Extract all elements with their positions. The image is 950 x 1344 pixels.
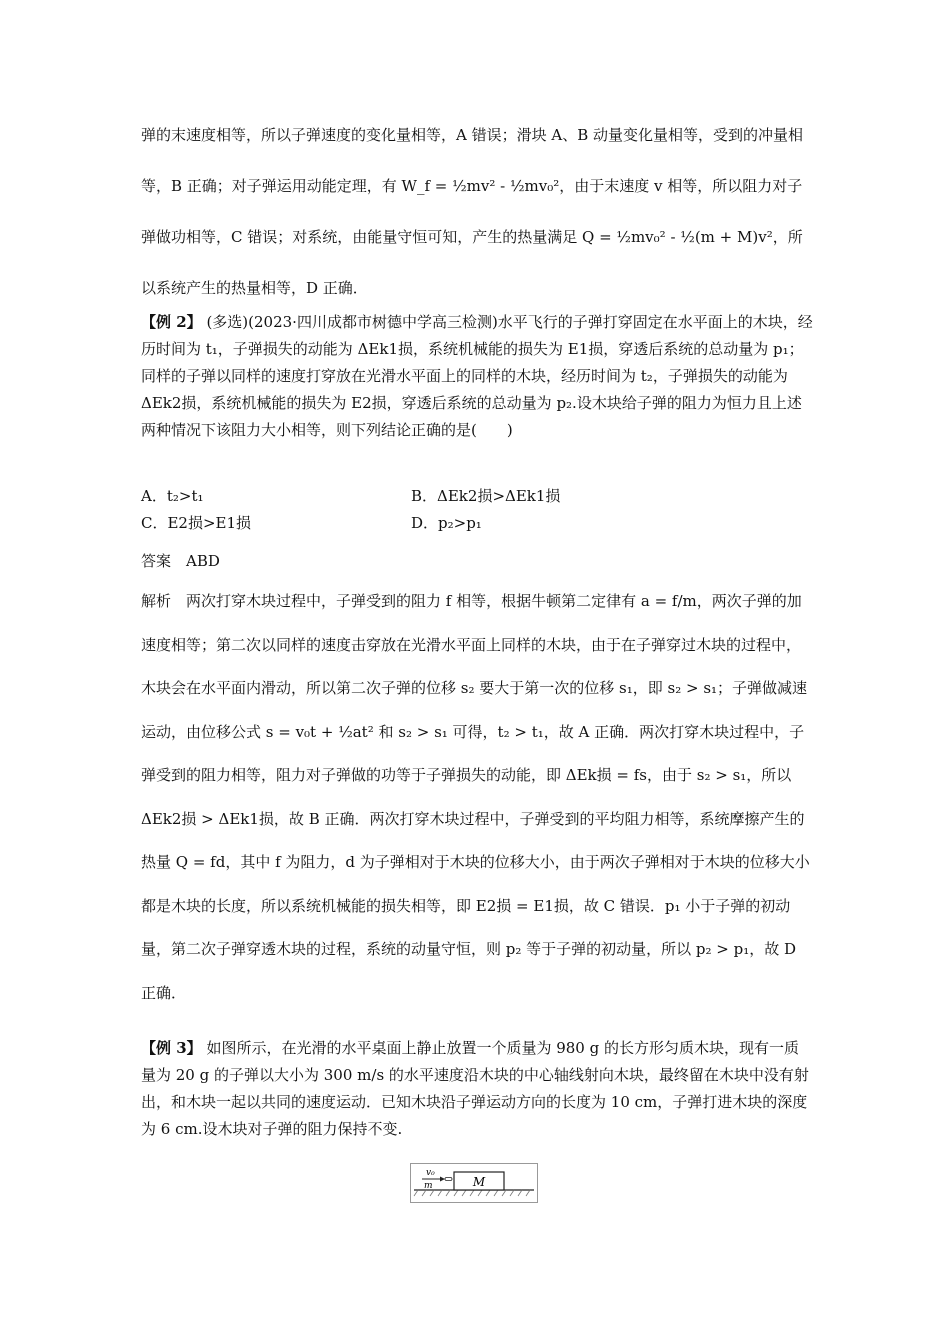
example-2-options bbox=[141, 483, 813, 537]
block-label: M bbox=[472, 1175, 486, 1189]
solution-continuation: 弹的末速度相等，所以子弹速度的变化量相等，A 错误；滑块 A、B 动量变化量相等，受到的冲量相等，B 正确；对子弹运用动能定理，有 W_f = ½mv² - ½mv₀²，由于末速度 v 相等，所以阻力对子弹做功相等，C 错误；对系统，由能量守恒可知，产生的热量满足 Q = ½mv₀² - ½(m + M)v²，所以系统产生的热量相等，D 正确． bbox=[141, 126, 803, 297]
bullet-mass-label: m bbox=[424, 1181, 433, 1191]
option-b: B．ΔEk2损>ΔEk1损 bbox=[411, 487, 561, 505]
example-3-text: 如图所示，在光滑的水平桌面上静止放置一个质量为 980 g 的长方形匀质木块，现有一质量为 20 g 的子弹以大小为 300 m/s 的水平速度沿木块的中心轴线射向木块，最终留在木块中没有射出，和木块一起以共同的速度运动．已知木块沿子弹运动方向的长度为 10 cm，子弹打进木块的深度为 6 cm.设木块对子弹的阻力保持不变. bbox=[141, 1039, 809, 1138]
example-2-analysis: 解析 两次打穿木块过程中，子弹受到的阻力 f 相等，根据牛顿第二定律有 a = f/m，两次子弹的加速度相等；第二次以同样的速度击穿放在光滑水平面上同样的木块，由于在子弹穿过木块的过程中，木块会在水平面内滑动，所以第二次子弹的位移 s₂ 要大于第一次的位移 s₁，即 s₂ > s₁；子弹做减速运动，由位移公式 s = v₀t + ½at² 和 s₂ > s₁ 可得，t₂ > t₁，故 A 正确．两次打穿木块过程中，子弹受到的阻力相等，阻力对子弹做的功等于子弹损失的动能，即 ΔEk损 = fs，由于 s₂ > s₁，所以 ΔEk2损 > ΔEk1损，故 B 正确．两次打穿木块过程中，子弹受到的平均阻力相等，系统摩擦产生的热量 Q = fd，其中 f 为阻力，d 为子弹相对于木块的位移大小，由于两次子弹相对于木块的位移大小都是木块的长度，所以系统机械能的损失相等，即 E2损 = E1损，故 C 错误．p₁ 小于子弹的初动量，第二次子弹穿透木块的过程，系统的动量守恒，则 p₂ 等于子弹的初动量，所以 p₂ > p₁，故 D 正确． bbox=[141, 592, 810, 1002]
example-3-tag: 【例 3】 bbox=[141, 1039, 202, 1057]
example-2-tag: 【例 2】 bbox=[141, 313, 202, 331]
option-a: A．t₂>t₁ bbox=[141, 487, 204, 505]
example-3-question bbox=[141, 1035, 813, 1143]
example-2-question bbox=[141, 309, 813, 444]
option-d: D．p₂>p₁ bbox=[411, 514, 482, 532]
bullet-block-figure bbox=[410, 1163, 538, 1203]
velocity-label: v₀ bbox=[426, 1168, 435, 1178]
option-c: C．E2损>E1损 bbox=[141, 514, 252, 532]
example-2-text: (多选)(2023·四川成都市树德中学高三检测)水平飞行的子弹打穿固定在水平面上的木块，经历时间为 t₁，子弹损失的动能为 ΔEk1损，系统机械能的损失为 E1损，穿透后系统的总动量为 p₁；同样的子弹以同样的速度打穿放在光滑水平面上的同样的木块，经历时间为 t₂，子弹损失的动能为 ΔEk2损，系统机械能的损失为 E2损，穿透后系统的总动量为 p₂.设木块给子弹的阻力为恒力且上述两种情况下该阻力大小相等，则下列结论正确的是( ) bbox=[141, 313, 813, 439]
example-2-answer: 答案 ABD bbox=[141, 552, 220, 570]
bullet bbox=[445, 1178, 452, 1181]
